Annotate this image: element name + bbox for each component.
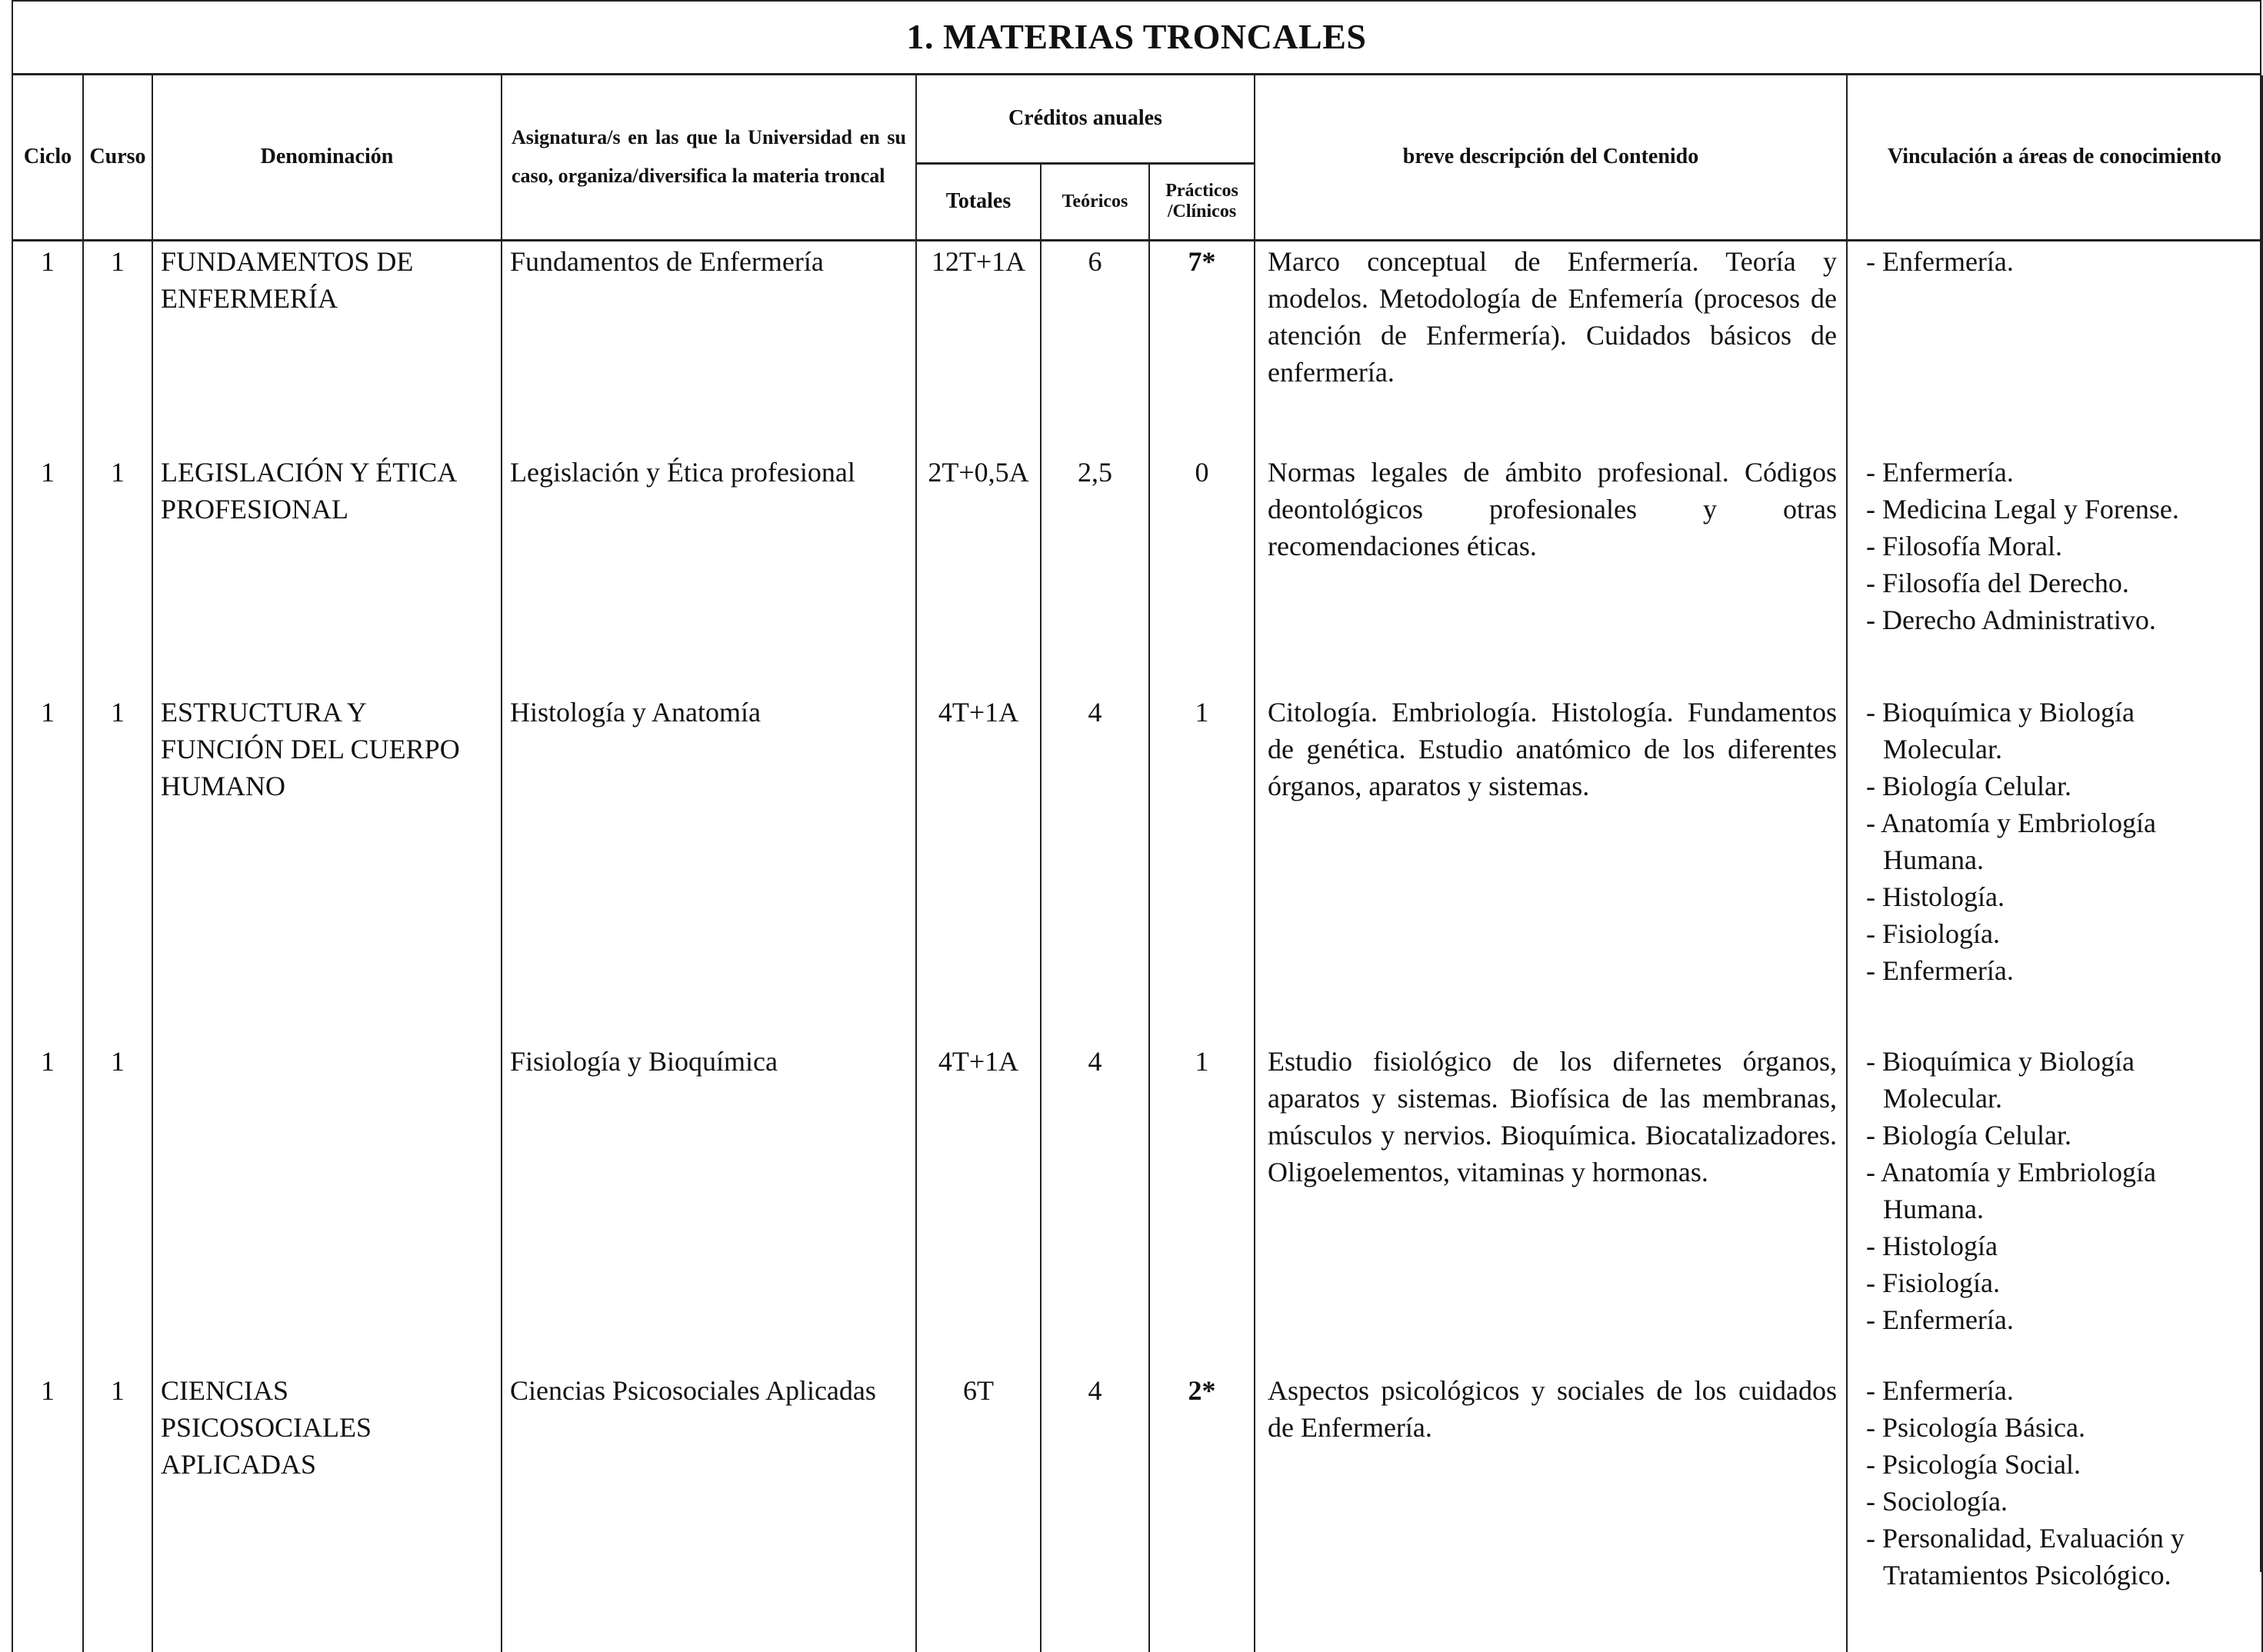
cell-practicos: 2*	[1149, 1351, 1255, 1652]
cell-descripcion: Normas legales de ámbito profesional. Códigos deontológicos profesionales y otras recomendaciones éticas.	[1255, 421, 1847, 678]
header-practicos: Prácticos /Clínicos	[1149, 163, 1255, 240]
cell-areas	[1847, 240, 2262, 421]
cell-totales: 12T+1A	[916, 240, 1041, 421]
area-item: - Bioquímica y Biología Molecular.	[1866, 1045, 2135, 1114]
document-title-bar	[12, 0, 2261, 75]
cell-curso: 1	[83, 678, 152, 1028]
header-totales: Totales	[916, 163, 1041, 240]
cell-practicos: 7*	[1149, 240, 1255, 421]
area-item: - Enfermería.	[1866, 245, 2014, 277]
area-item: - Biología Celular.	[1866, 770, 2071, 801]
area-item: - Derecho Administrativo.	[1866, 604, 2156, 635]
cell-descripcion: Marco conceptual de Enfermería. Teoría y modelos. Metodología de Enfemería (procesos de atención de Enfermería). Cuidados básicos de enfermería.	[1255, 240, 1847, 421]
header-asignatura: Asignatura/s en las que la Universidad en su caso, organiza/diversifica la materia troncal	[502, 75, 916, 240]
cell-descripcion: Aspectos psicológicos y sociales de los cuidados de Enfermería.	[1255, 1351, 1847, 1652]
cell-teoricos: 4	[1041, 1351, 1149, 1652]
cell-ciclo: 1	[12, 1351, 83, 1652]
area-item: - Filosofía Moral.	[1866, 530, 2062, 561]
table-row	[12, 1351, 2262, 1652]
cell-ciclo: 1	[12, 421, 83, 678]
header-ciclo: Ciclo	[12, 75, 83, 240]
cell-areas	[1847, 421, 2262, 678]
header-vinculacion: Vinculación a áreas de conocimiento	[1847, 75, 2262, 240]
table-row	[12, 421, 2262, 678]
cell-areas	[1847, 1351, 2262, 1652]
area-item: - Sociología.	[1866, 1485, 2008, 1517]
header-creditos-anuales: Créditos anuales	[916, 75, 1255, 163]
area-item: - Enfermería.	[1866, 1374, 2014, 1406]
area-item: - Histología.	[1866, 881, 2005, 912]
area-item: - Biología Celular.	[1866, 1119, 2071, 1151]
cell-asignatura: Fisiología y Bioquímica	[502, 1028, 916, 1351]
area-item: - Enfermería.	[1866, 1304, 2014, 1335]
area-item: - Bioquímica y Biología Molecular.	[1866, 696, 2135, 764]
area-item: - Enfermería.	[1866, 954, 2014, 986]
header-denominacion: Denominación	[152, 75, 502, 240]
cell-asignatura: Fundamentos de Enfermería	[502, 240, 916, 421]
cell-denominacion: LEGISLACIÓN Y ÉTICA PROFESIONAL	[152, 421, 502, 678]
cell-teoricos: 4	[1041, 678, 1149, 1028]
cell-totales: 4T+1A	[916, 678, 1041, 1028]
area-item: - Anatomía y Embriología Humana.	[1866, 1156, 2156, 1224]
cell-totales: 4T+1A	[916, 1028, 1041, 1351]
table-row	[12, 1028, 2262, 1351]
area-item: - Psicología Social.	[1866, 1448, 2081, 1480]
area-item: - Personalidad, Evaluación y Tratamientos Psicológico.	[1866, 1522, 2185, 1590]
cell-ciclo: 1	[12, 240, 83, 421]
area-item: - Enfermería.	[1866, 456, 2014, 488]
table-row	[12, 678, 2262, 1028]
cell-teoricos: 4	[1041, 1028, 1149, 1351]
cell-curso: 1	[83, 1351, 152, 1652]
area-item: - Filosofía del Derecho.	[1866, 567, 2129, 598]
cell-ciclo: 1	[12, 678, 83, 1028]
cell-curso: 1	[83, 421, 152, 678]
cell-denominacion: CIENCIAS PSICOSOCIALES APLICADAS	[152, 1351, 502, 1652]
cell-practicos: 0	[1149, 421, 1255, 678]
cell-descripcion: Citología. Embriología. Histología. Fundamentos de genética. Estudio anatómico de los diferentes órganos, aparatos y sistemas.	[1255, 678, 1847, 1028]
cell-denominacion: FUNDAMENTOS DE ENFERMERÍA	[152, 240, 502, 421]
cell-practicos: 1	[1149, 678, 1255, 1028]
cell-denominacion	[152, 1028, 502, 1351]
cell-areas	[1847, 678, 2262, 1028]
cell-descripcion: Estudio fisiológico de los difernetes órganos, aparatos y sistemas. Biofísica de las membranas, músculos y nervios. Bioquímica. Biocatalizadores. Oligoelementos, vitaminas y hormonas.	[1255, 1028, 1847, 1351]
cell-practicos: 1	[1149, 1028, 1255, 1351]
cell-totales: 2T+0,5A	[916, 421, 1041, 678]
area-item: - Psicología Básica.	[1866, 1411, 2085, 1443]
cell-curso: 1	[83, 1028, 152, 1351]
header-curso: Curso	[83, 75, 152, 240]
header-descripcion: breve descripción del Contenido	[1255, 75, 1847, 240]
cell-totales: 6T	[916, 1351, 1041, 1652]
document-title: 1. MATERIAS TRONCALES	[906, 17, 1367, 56]
area-item: - Fisiología.	[1866, 1267, 2001, 1298]
cell-asignatura: Legislación y Ética profesional	[502, 421, 916, 678]
cell-denominacion: ESTRUCTURA Y FUNCIÓN DEL CUERPO HUMANO	[152, 678, 502, 1028]
area-item: - Fisiología.	[1866, 918, 2001, 949]
cell-curso: 1	[83, 240, 152, 421]
table-row	[12, 240, 2262, 421]
troncales-table	[12, 75, 2263, 1652]
cell-asignatura: Histología y Anatomía	[502, 678, 916, 1028]
area-item: - Histología	[1866, 1230, 1998, 1261]
area-item: - Anatomía y Embriología Humana.	[1866, 807, 2156, 875]
cell-asignatura: Ciencias Psicosociales Aplicadas	[502, 1351, 916, 1652]
area-item: - Medicina Legal y Forense.	[1866, 493, 2179, 525]
cell-areas	[1847, 1028, 2262, 1351]
header-teoricos: Teóricos	[1041, 163, 1149, 240]
cell-ciclo: 1	[12, 1028, 83, 1351]
cell-teoricos: 2,5	[1041, 421, 1149, 678]
cell-teoricos: 6	[1041, 240, 1149, 421]
